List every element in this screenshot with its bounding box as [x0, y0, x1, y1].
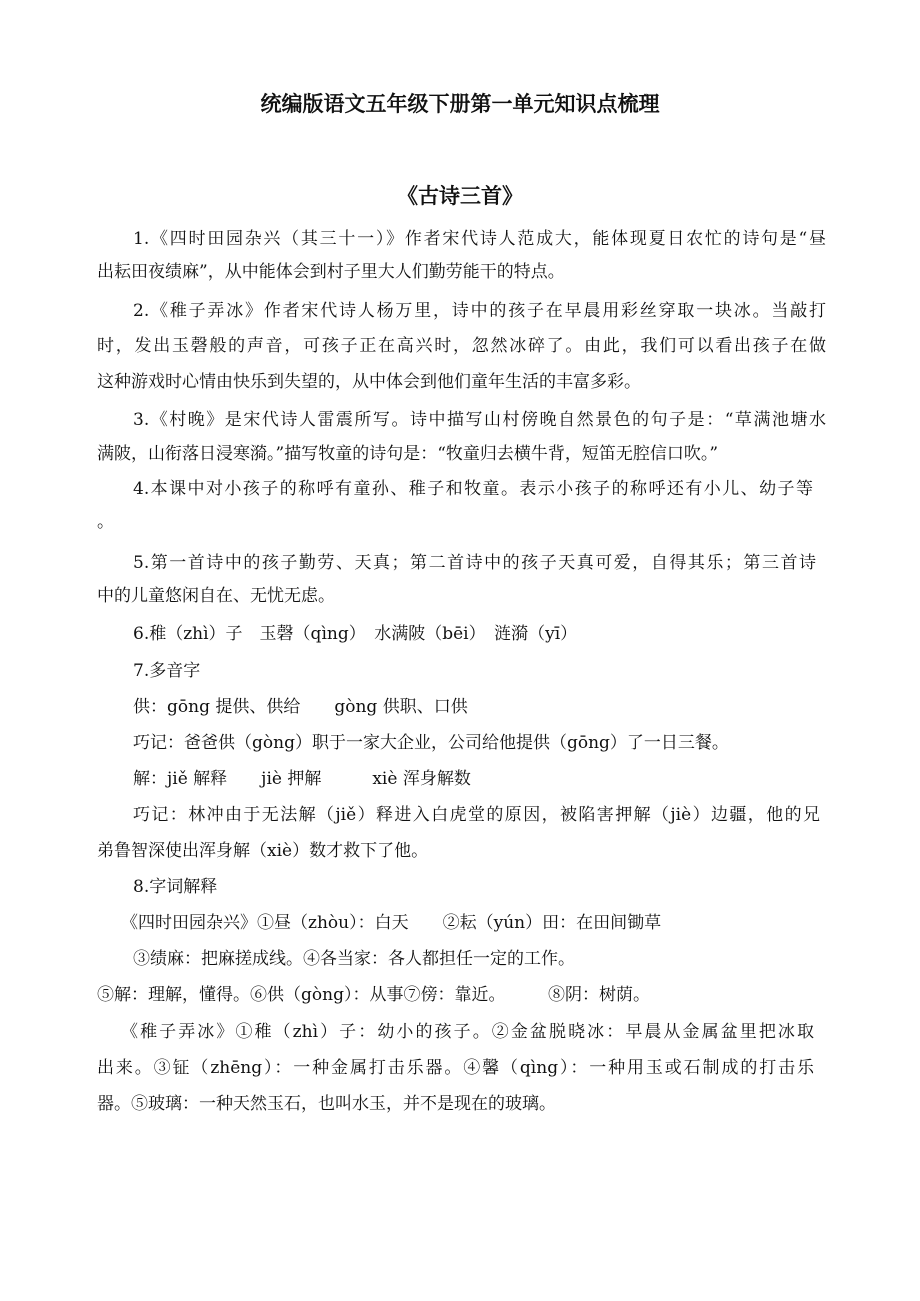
text-line: 巧记：爸爸供（gòng）职于一家大企业，公司给他提供（gōng）了一日三餐。: [133, 733, 729, 753]
text-line: 8.字词解释: [133, 877, 218, 897]
text-line: 出耘田夜绩麻”，从中能体会到村子里大人们勤劳能干的特点。: [97, 262, 565, 282]
text-line: 。: [97, 512, 114, 532]
text-line: ⑤解：理解，懂得。⑥供（gòng）：从事⑦傍：靠近。 ⑧阴：树荫。: [97, 985, 650, 1005]
text-line: 4.本课中对小孩子的称呼有童孙、稚子和牧童。表示小孩子的称呼还有小儿、幼子等: [133, 479, 813, 499]
text-line: 中的儿童悠闲自在、无忧无虑。: [97, 586, 335, 606]
section-title: 《古诗三首》: [397, 184, 523, 208]
text-line: 《稚子弄冰》①稚（zhì）子：幼小的孩子。②金盆脱晓冰：早晨从金属盆里把冰取: [121, 1022, 814, 1042]
text-line: 解：jiě 解释 jiè 押解 xiè 浑身解数: [133, 769, 471, 789]
text-line: 7.多音字: [133, 661, 201, 681]
text-line: 巧记：林冲由于无法解（jiě）释进入白虎堂的原因，被陷害押解（jiè）边疆，他的兄: [133, 805, 820, 825]
text-line: 时，发出玉磬般的声音，可孩子正在高兴时，忽然冰碎了。由此，我们可以看出孩子在做: [97, 336, 826, 356]
text-line: 《四时田园杂兴》①昼（zhòu）：白天 ②耘（yún）田：在田间锄草: [121, 913, 662, 933]
text-line: 器。⑤玻璃：一种天然玉石，也叫水玉，并不是现在的玻璃。: [97, 1094, 556, 1114]
text-line: 3.《村晚》是宋代诗人雷震所写。诗中描写山村傍晚自然景色的句子是：“草满池塘水: [133, 410, 826, 430]
text-line: 出来。③钲（zhēng）：一种金属打击乐器。④馨（qìng）：一种用玉或石制成的打击乐: [97, 1058, 814, 1078]
text-line: 6.稚（zhì）子 玉磬（qìng） 水满陂（bēi） 涟漪（yī）: [133, 624, 578, 644]
text-line: 满陂，山衔落日浸寒漪。”描写牧童的诗句是：“牧童归去横牛背，短笛无腔信口吹。”: [97, 444, 719, 464]
text-line: ③绩麻：把麻搓成线。④各当家：各人都担任一定的工作。: [133, 949, 575, 969]
text-line: 弟鲁智深使出浑身解（xiè）数才救下了他。: [97, 841, 429, 861]
text-line: 2.《稚子弄冰》作者宋代诗人杨万里，诗中的孩子在早晨用彩丝穿取一块冰。当敲打: [133, 301, 826, 321]
text-line: 供：gōng 提供、供给 gòng 供职、口供: [133, 697, 468, 717]
text-line: 1.《四时田园杂兴（其三十一）》作者宋代诗人范成大，能体现夏日农忙的诗句是“昼: [133, 229, 826, 249]
text-line: 这种游戏时心情由快乐到失望的，从中体会到他们童年生活的丰富多彩。: [97, 372, 641, 392]
document-title: 统编版语文五年级下册第一单元知识点梳理: [260, 92, 660, 116]
text-line: 5.第一首诗中的孩子勤劳、天真；第二首诗中的孩子天真可爱，自得其乐；第三首诗: [133, 553, 816, 573]
